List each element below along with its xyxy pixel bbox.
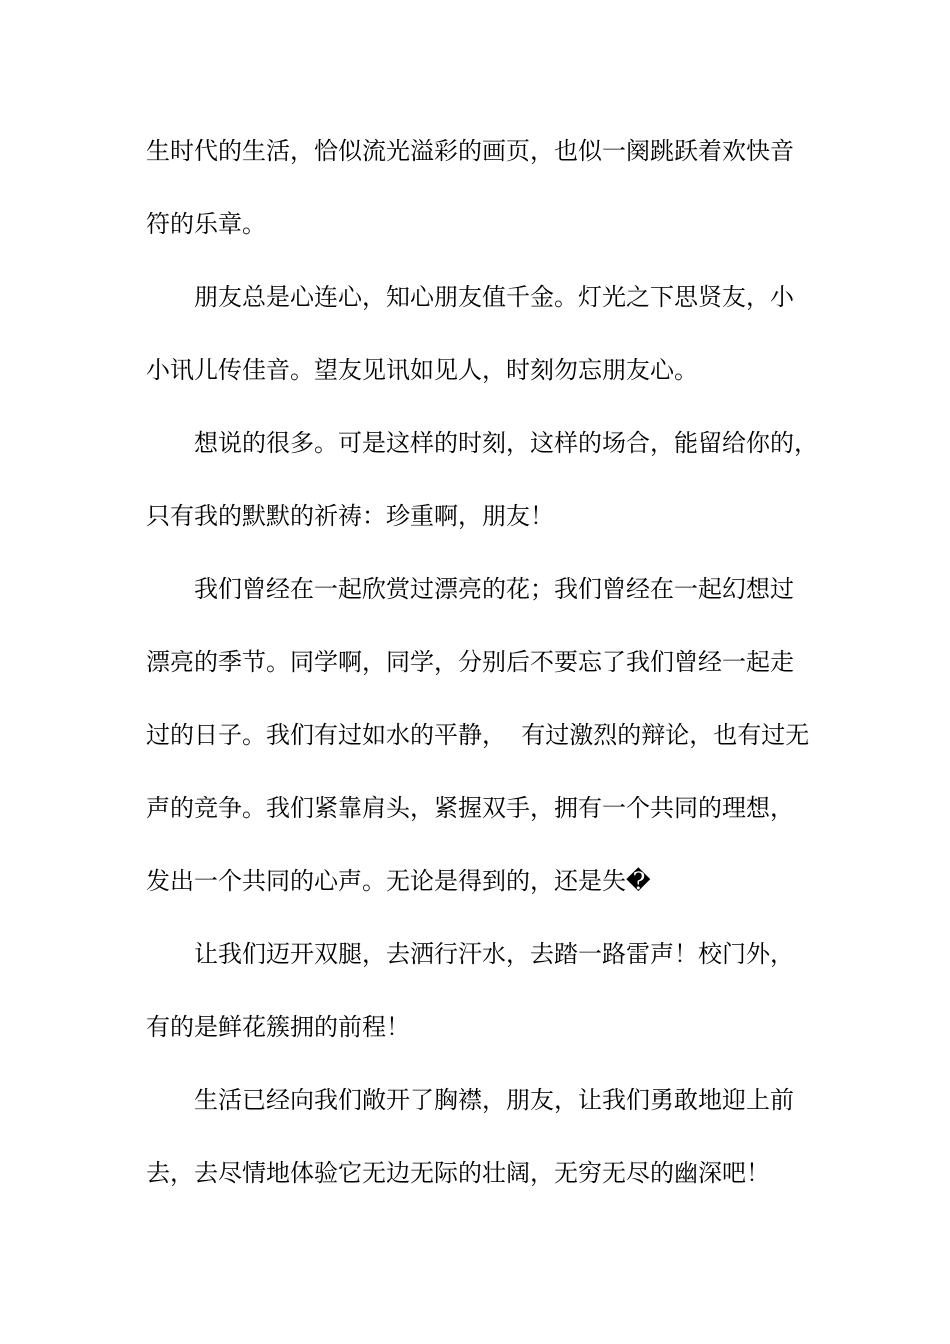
text-line: 漂亮的季节。同学啊，同学，分别后不要忘了我们曾经一起走 [146,648,794,676]
text-line: 过的日子。我们有过如水的平静， 有过激烈的辩论，也有过无 [146,721,810,749]
text-line: 符的乐章。 [146,210,266,238]
paragraph-start-line: 生活已经向我们敞开了胸襟，朋友，让我们勇敢地迎上前 [194,1086,794,1114]
paragraph-start-line: 想说的很多。可是这样的时刻，这样的场合，能留给你的， [194,429,818,457]
text-line: 声的竞争。我们紧靠肩头，紧握双手，拥有一个共同的理想， [146,794,794,822]
paragraph-start-line: 让我们迈开双腿，去洒行汗水，去踏一路雷声！校门外， [194,940,794,968]
document-body [146,131,826,1226]
paragraph-start-line: 我们曾经在一起欣赏过漂亮的花；我们曾经在一起幻想过 [194,575,794,603]
text-line: 只有我的默默的祈祷：珍重啊，朋友！ [146,502,554,530]
text-line: 发出一个共同的心声。无论是得到的，还是失� [146,867,651,895]
text-line: 去，去尽情地体验它无边无际的壮阔，无穷无尽的幽深吧！ [146,1159,770,1187]
text-line: 生时代的生活，恰似流光溢彩的画页，也似一阕跳跃着欢快音 [146,137,794,165]
text-line: 小讯儿传佳音。望友见讯如见人，时刻勿忘朋友心。 [146,356,698,384]
text-line: 有的是鲜花簇拥的前程！ [146,1013,410,1041]
paragraph-start-line: 朋友总是心连心，知心朋友值千金。灯光之下思贤友，小 [194,283,794,311]
